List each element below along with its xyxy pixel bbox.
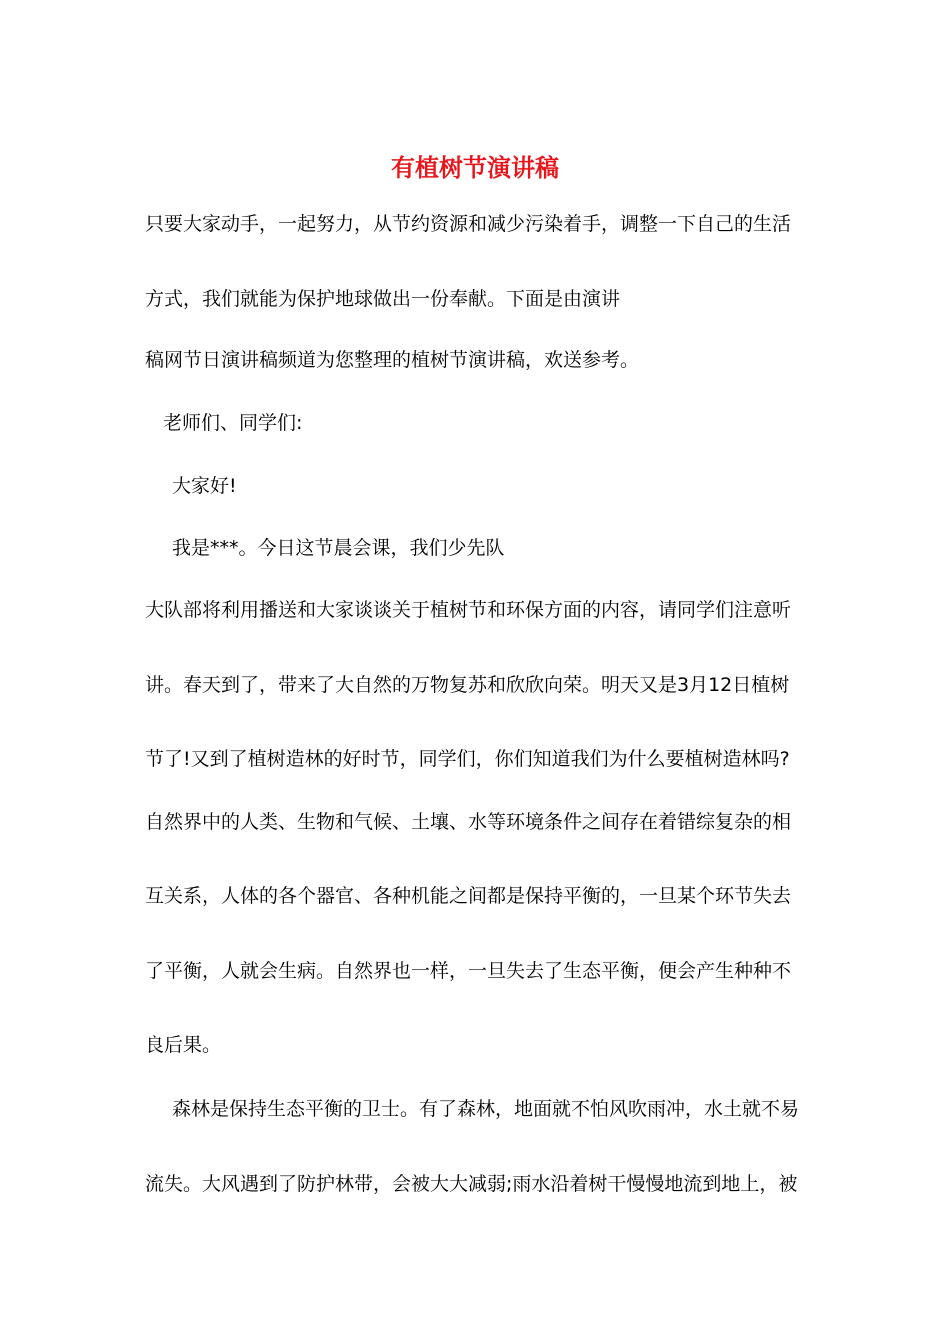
text-line: 互关系，人体的各个器官、各种机能之间都是保持平衡的，一旦某个环节失去 — [145, 885, 792, 907]
text-line: 我是***。今日这节晨会课，我们少先队 — [172, 537, 505, 559]
text-line: 流失。大风遇到了防护林带，会被大大减弱;雨水沿着树干慢慢地流到地上，被 — [145, 1173, 798, 1195]
document-title: 有植树节演讲稿 — [391, 153, 559, 182]
text-line: 了平衡，人就会生病。自然界也一样，一旦失去了生态平衡，便会产生种种不 — [145, 960, 792, 982]
text-line: 讲。春天到了，带来了大自然的万物复苏和欣欣向荣。明天又是3月12日植树 — [145, 674, 790, 696]
greeting: 大家好! — [172, 475, 237, 497]
text-line: 节了!又到了植树造林的好时节，同学们，你们知道我们为什么要植树造林吗? — [145, 748, 790, 770]
text-line: 良后果。 — [145, 1034, 222, 1056]
text-line: 大队部将利用播送和大家谈谈关于植树节和环保方面的内容，请同学们注意听 — [145, 599, 792, 621]
text-line: 方式，我们就能为保护地球做出一份奉献。下面是由演讲 — [145, 288, 621, 310]
text-line: 只要大家动手，一起努力，从节约资源和减少污染着手，调整一下自己的生活 — [145, 213, 792, 235]
text-line: 稿网节日演讲稿频道为您整理的植树节演讲稿，欢送参考。 — [145, 349, 640, 371]
salutation: 老师们、同学们: — [163, 412, 303, 434]
text-line: 森林是保持生态平衡的卫士。有了森林，地面就不怕风吹雨冲，水土就不易 — [172, 1098, 800, 1120]
text-line: 自然界中的人类、生物和气候、土壤、水等环境条件之间存在着错综复杂的相 — [145, 811, 792, 833]
